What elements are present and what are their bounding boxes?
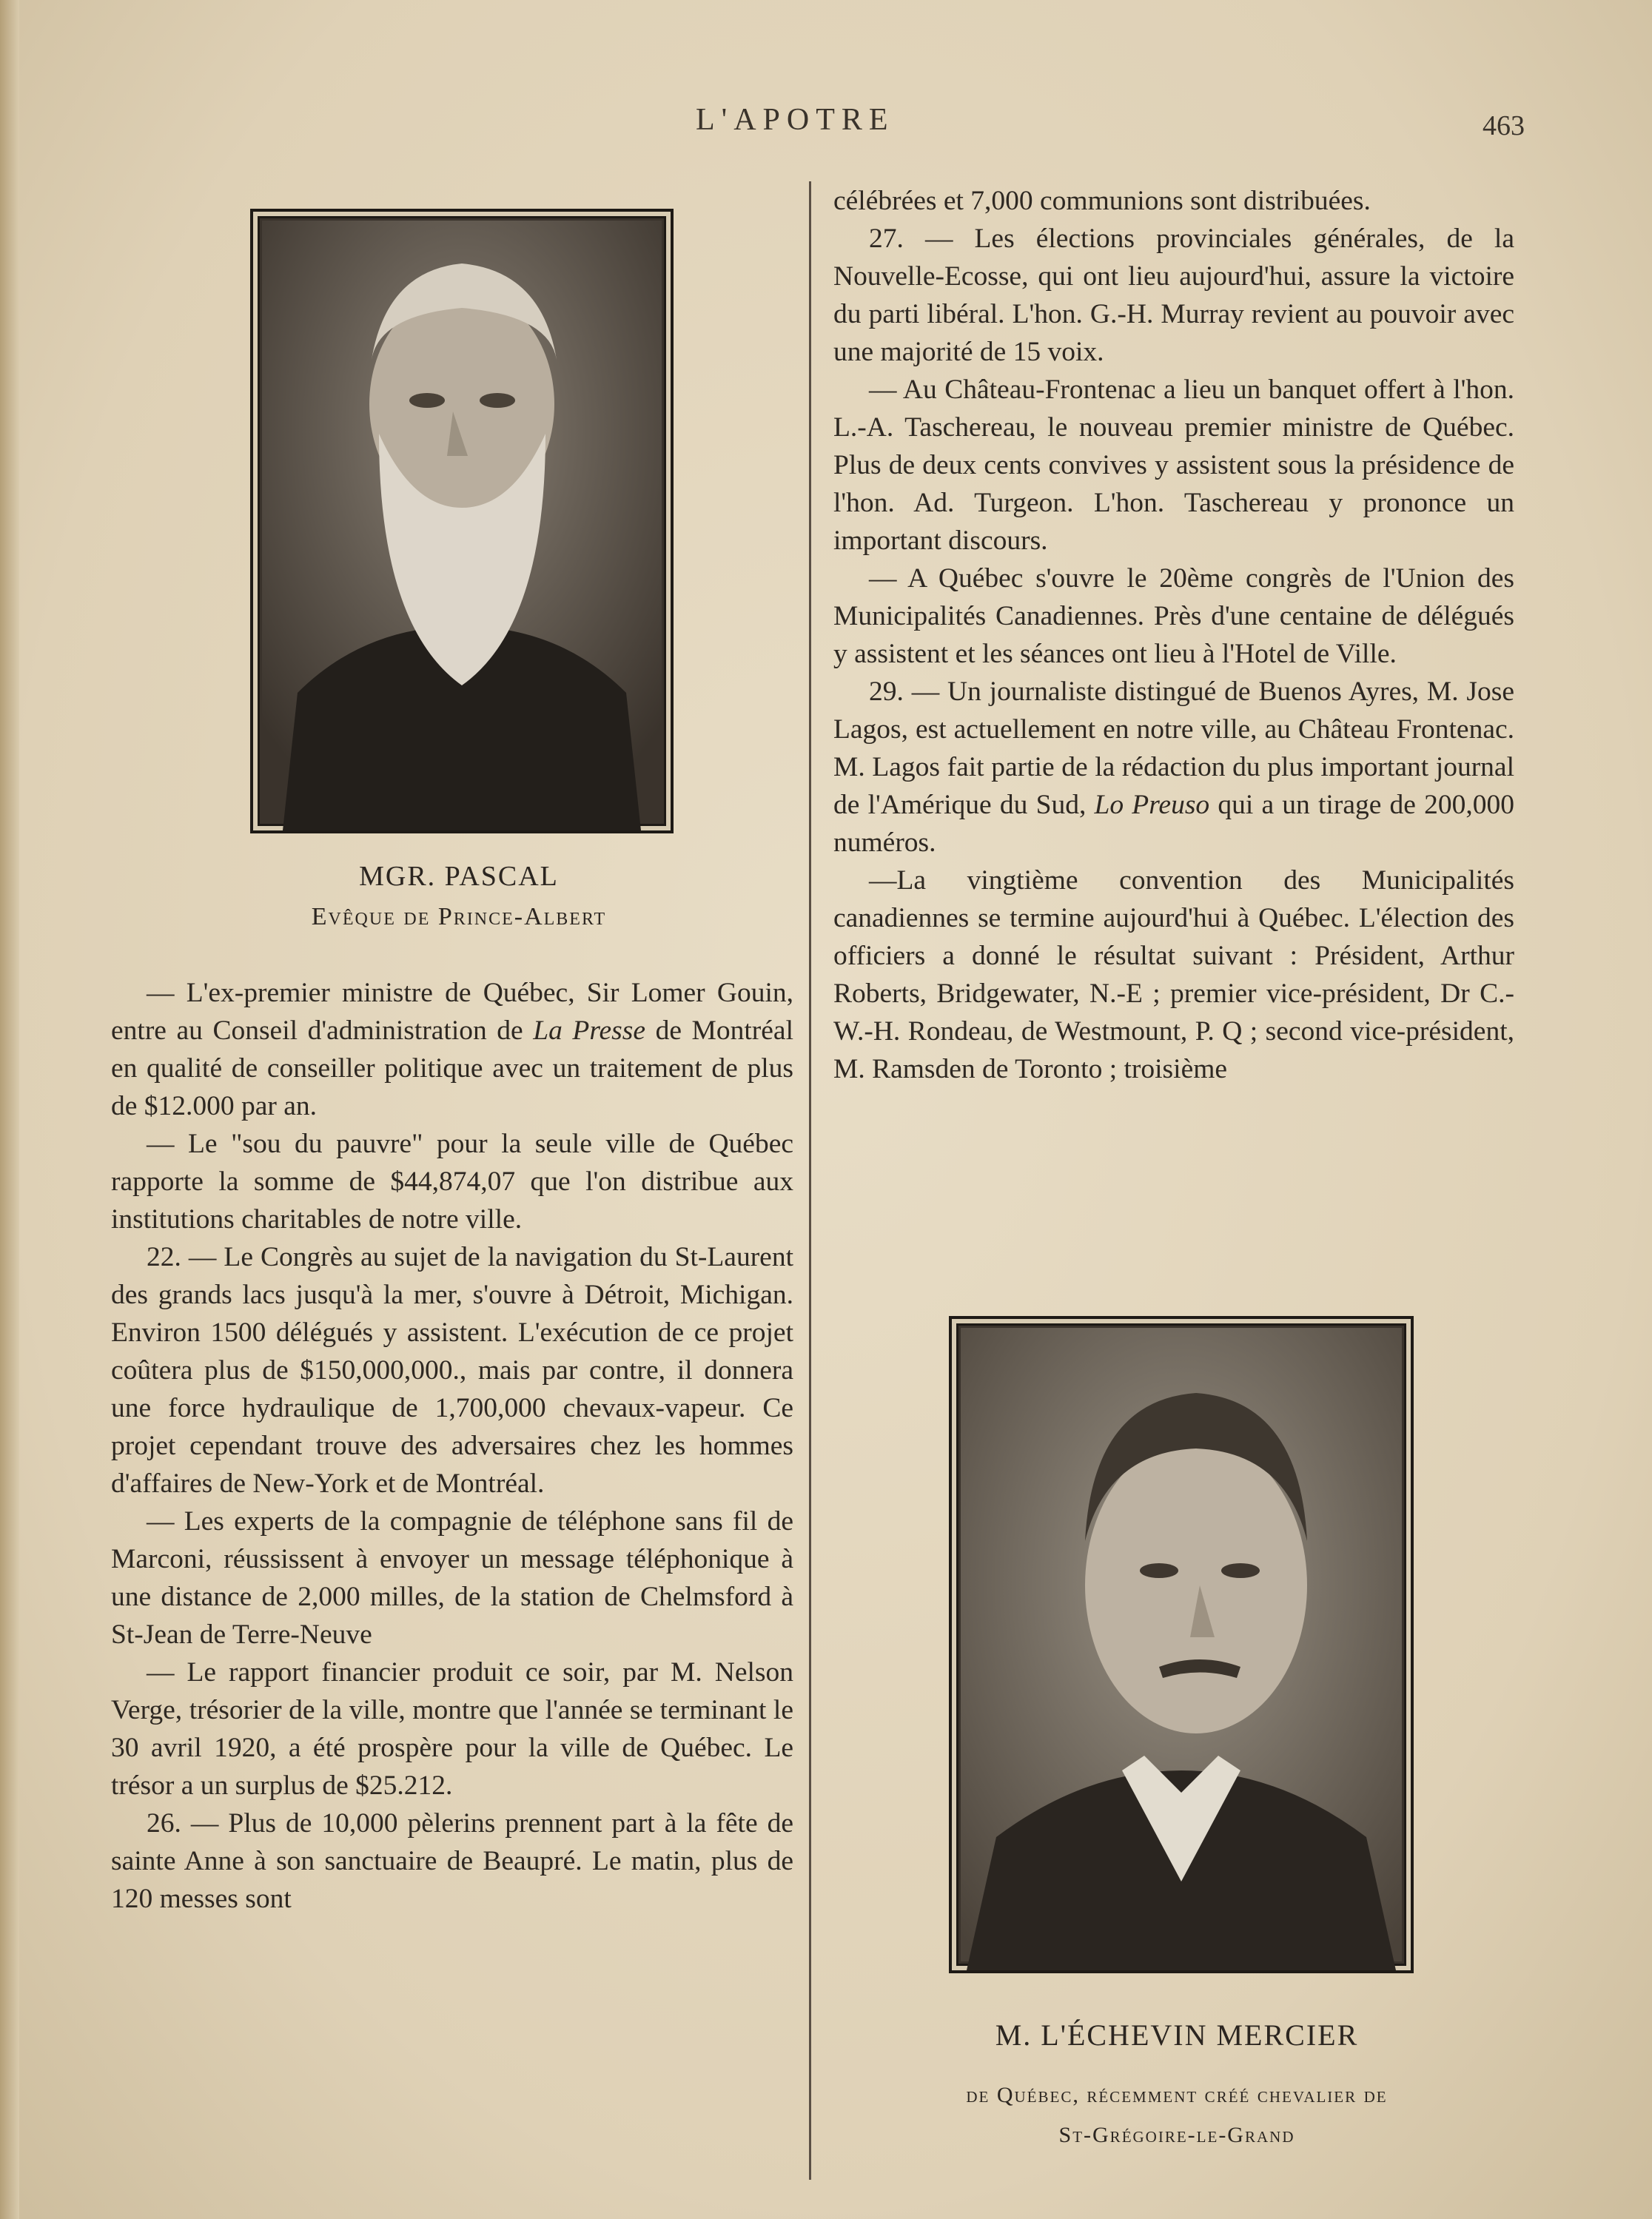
portrait-photo-mgr-pascal: [250, 209, 674, 833]
caption-name-1: MGR. PASCAL: [359, 861, 559, 892]
caption-subtitle-2-line2: St-Grégoire-le-Grand: [1058, 2123, 1295, 2147]
column-divider: [809, 181, 811, 2180]
paragraph: — Les experts de la compagnie de téléphone sans fil de Marconi, réussissent à envoyer un message téléphonique à une distance de 2,000 milles, de la station de Chelmsford à St-Jean de Terre-Neuve: [111, 1506, 793, 1650]
caption-subtitle-1: Evêque de Prince-Albert: [311, 903, 607, 930]
caption-name-2: M. L'ÉCHEVIN MERCIER: [995, 2018, 1359, 2052]
right-column-text: [833, 182, 1514, 1088]
running-title: L'APOTRE: [696, 103, 895, 137]
paragraph: —La vingtième convention des Municipalités canadiennes se termine aujourd'hui à Québec. L'élection des officiers a donné le résultat suivant : Président, Arthur Roberts, Bridgewater, N.-E ; premier vice-président, Dr C.-W.-H. Rondeau, de Westmount, P. Q ; second vice-président, M. Ramsden de Toronto ; troisième: [833, 865, 1514, 1084]
paragraph: 27. — Les élections provinciales générales, de la Nouvelle-Ecosse, qui ont lieu aujourd'hui, assure la victoire du parti libéral. L'hon. G.-H. Murray revient au pouvoir avec une majorité de 15 voix.: [833, 224, 1514, 367]
paragraph: célébrées et 7,000 communions sont distribuées.: [833, 186, 1371, 216]
paragraph: — Le rapport financier produit ce soir, par M. Nelson Verge, trésorier de la ville, montre que l'année se terminant le 30 avril 1920, a été prospère pour la ville de Québec. Le trésor a un surplus de $25.212.: [111, 1657, 793, 1801]
page-number: 463: [1483, 110, 1525, 141]
portrait-photo-echevin-mercier: [949, 1316, 1414, 1973]
paragraph: — Le "sou du pauvre" pour la seule ville de Québec rapporte la somme de $44,874,07 que l'on distribue aux institutions charitables de notre ville.: [111, 1129, 793, 1235]
paragraph: 29. — Un journaliste distingué de Buenos Ayres, M. Jose Lagos, est actuellement en notre ville, au Château Frontenac. M. Lagos fait partie de la rédaction du plus important journal de l'Amérique du Sud, Lo Preuso qui a un tirage de 200,000 numéros.: [833, 677, 1515, 858]
page-binding-edge: [0, 0, 19, 2219]
caption-subtitle-2-line1: de Québec, récemment créé chevalier de: [966, 2083, 1388, 2107]
paragraph: — A Québec s'ouvre le 20ème congrès de l'Union des Municipalités Canadiennes. Près d'une centaine de délégués y assistent et les séances ont lieu à l'Hotel de Ville.: [833, 563, 1514, 669]
paragraph: 26. — Plus de 10,000 pèlerins prennent part à la fête de sainte Anne à son sanctuaire de Beaupré. Le matin, plus de 120 messes sont: [111, 1808, 793, 1914]
left-column-text: [111, 974, 793, 1918]
paragraph: 22. — Le Congrès au sujet de la navigation du St-Laurent des grands lacs jusqu'à la mer, s'ouvre à Détroit, Michigan. Environ 1500 délégués y assistent. L'exécution de ce projet coûtera plus de $150,000,000., mais par contre, il donnera une force hydraulique de 1,700,000 chevaux-vapeur. Ce projet cependant trouve des adversaires chez les hommes d'affaires de New-York et de Montréal.: [111, 1242, 793, 1499]
paragraph: — L'ex-premier ministre de Québec, Sir Lomer Gouin, entre au Conseil d'administration de La Presse de Montréal en qualité de conseiller politique avec un traitement de plus de $12.000 par an.: [111, 978, 793, 1121]
paragraph: — Au Château-Frontenac a lieu un banquet offert à l'hon. L.-A. Taschereau, le nouveau premier ministre de Québec. Plus de deux cents convives y assistent sous la présidence de l'hon. Ad. Turgeon. L'hon. Taschereau y prononce un important discours.: [833, 375, 1514, 556]
